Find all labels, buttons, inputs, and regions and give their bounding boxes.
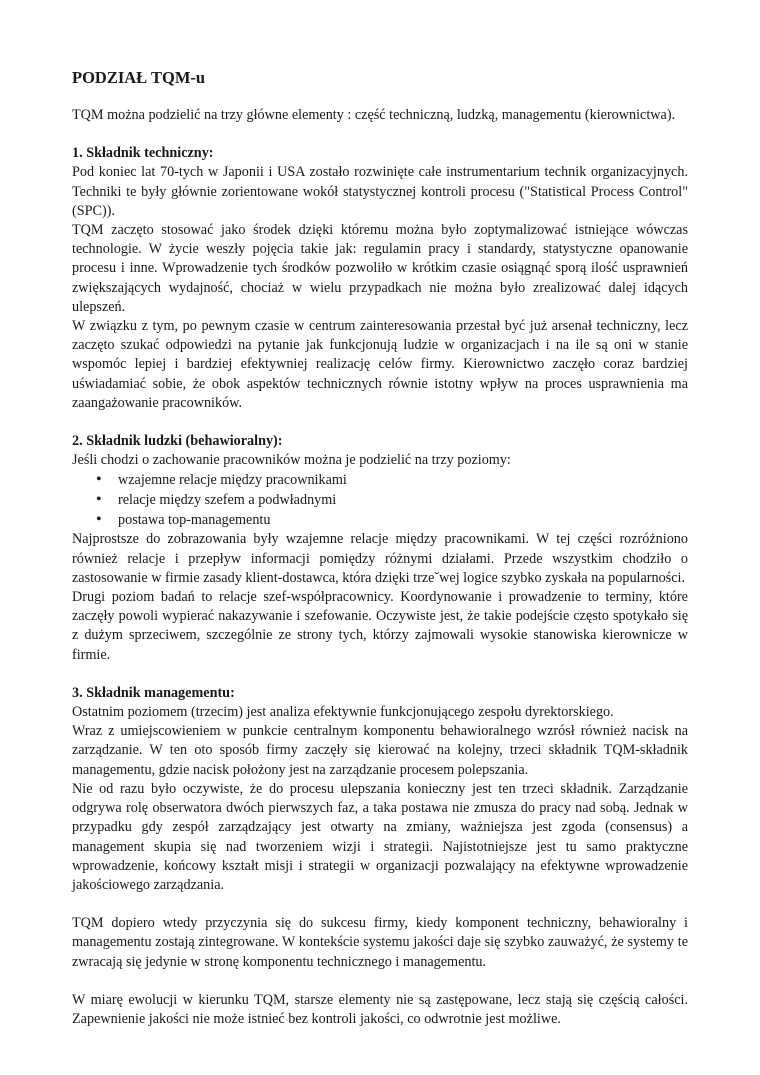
human-paragraph: Drugi poziom badań to relacje szef-współpracownicy. Koordynowanie i prowadzenie to terminy, które zaczęły powoli wypierać nakazywanie i szefowanie. Oczywiste jest, że takie podejście często spotykało się z dużym sprzeciwem, szczególnie ze strony tych, którzy zajmowali wysokie stanowiska kierownicze w firmie. (72, 589, 688, 663)
document-title: PODZIAŁ TQM-u (72, 68, 206, 87)
closing-paragraph: W miarę ewolucji w kierunku TQM, starsze elementy nie są zastępowane, lecz stają się częścią całości. Zapewnienie jakości nie może istnieć bez kontroli jakości, co odwrotnie jest możliwe. (72, 991, 688, 1027)
technical-paragraph: Pod koniec lat 70-tych w Japonii i USA zostało rozwinięte całe instrumentarium technik organizacyjnych. Techniki te były głównie zorientowane wokół statystycznej kontroli procesu ("Statistical Process Control" (SPC)). (72, 164, 688, 219)
technical-paragraph: W związku z tym, po pewnym czasie w centrum zainteresowania przestał być już arsenał techniczny, lecz zaczęto szukać odpowiedzi na pytanie jak funkcjonują ludzie w organizacjach i na ile są oni w stanie wspomóc lepiej i bardziej efektywniej realizację celów firmy. Kierownictwo zaczęło coraz bardziej uświadamiać sobie, że obok aspektów technicznych równie istotny wpływ na proces usprawnienia ma zaangażowanie pracowników. (72, 318, 688, 411)
list-item: • relacje między szefem a podwładnymi (72, 490, 688, 510)
list-item: • wzajemne relacje między pracownikami (72, 470, 688, 490)
management-paragraph: Ostatnim poziomem (trzecim) jest analiza efektywnie funkcjonującego zespołu dyrektorskiego. (72, 704, 614, 721)
intro-paragraph: TQM można podzielić na trzy główne elementy : część techniczną, ludzką, managementu (kierownictwa). (72, 107, 676, 123)
management-paragraph: Wraz z umiejscowieniem w punkcie centralnym komponentu behawioralnego wzrósł również nacisk na zarządzanie. W ten oto sposób firmy zaczęły się kierować na kolejny, trzeci składnik TQM-składnik managementu, gdzie nacisk położony jest na zarządzanie procesem polepszania. (72, 723, 688, 778)
section-heading-human: 2. Składnik ludzki (behawioralny): (72, 433, 283, 450)
management-paragraph: Nie od razu było oczywiste, że do procesu ulepszania konieczny jest ten trzeci składnik. Zarządzanie odgrywa rolę obserwatora dwóch pierwszych faz, a taka postawa nie zmusza do pracy nad sobą. Jednak w przypadku gdy zespół zarządzający jest otwarty na zmiany, ważniejsza jest zgoda (consensus) a management skupia się nad tworzeniem wizji i strategii. Najistotniejsze jest tu samo praktyczne wprowadzenie, końcowy kształt misji i strategii w organizacji pozwalający na efektywne wprowadzenie jakościowego zarządzania. (72, 780, 688, 893)
technical-paragraph: TQM zaczęto stosować jako środek dzięki któremu można było zoptymalizować istniejące wówczas technologie. W życie weszły pojęcia takie jak: regulamin pracy i standardy, statystyczne opanowanie procesu i inne. Wprowadzenie tych środków pozwoliło w krótkim czasie osiągnąć sporą ilość usprawnień zwiększających wydajność, chociaż w wielu przypadkach nie można było zrealizować dalej idących ulepszeń. (72, 222, 688, 315)
list-item: • postawa top-managementu (72, 510, 688, 530)
human-lead-paragraph: Jeśli chodzi o zachowanie pracowników można je podzielić na trzy poziomy: (72, 452, 511, 469)
section-heading-management: 3. Składnik managementu: (72, 684, 235, 701)
closing-paragraph: TQM dopiero wtedy przyczynia się do sukcesu firmy, kiedy komponent techniczny, behawioralny i managementu zostają zintegrowane. W kontekście systemu jakości daje się szybko zauważyć, że systemy te zwracają się jedynie w stronę komponentu technicznego i managementu. (72, 915, 688, 970)
human-paragraph: Najprostsze do zobrazowania były wzajemne relacje między pracownikami. W tej części rozróżniono również relacje i przepływ informacji pomiędzy różnymi działami. Przede wszystkim chodziło o zastosowanie w firmie zasady klient-dostawca, która dzięki trze˘wej logice szybko zyskała na popularności. (72, 531, 688, 586)
section-heading-technical: 1. Składnik techniczny: (72, 145, 214, 162)
levels-list (72, 470, 688, 530)
